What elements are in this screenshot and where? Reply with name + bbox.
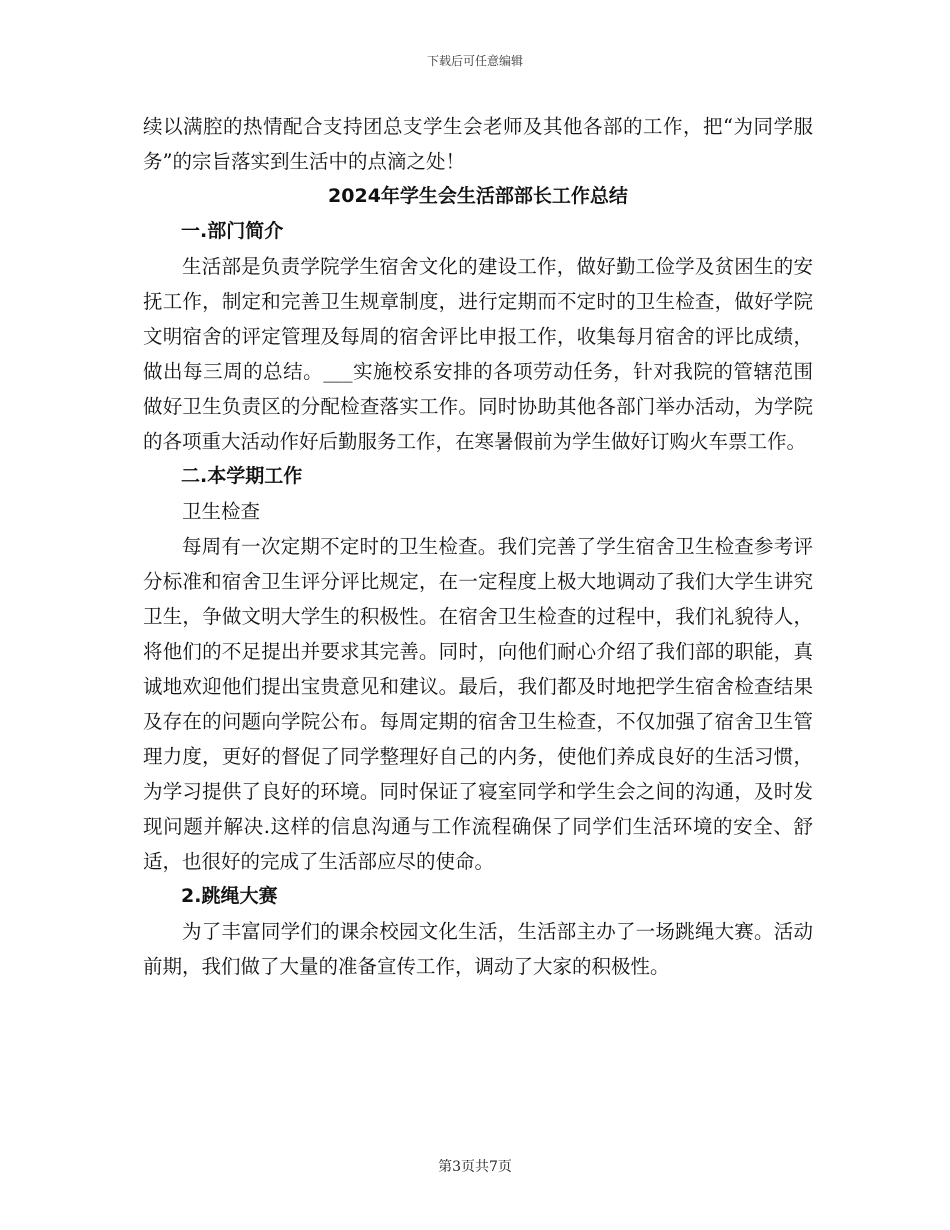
page-footer-number: 第3页共7页 bbox=[438, 1159, 512, 1175]
department-intro-paragraph: 生活部是负责学院学生宿舍文化的建设工作，做好勤工俭学及贫困生的安抚工作，制定和完善卫生规章制度，进行定期而不定时的卫生检查，做好学院文明宿舍的评定管理及每周的宿舍评比申报工作，收集每月宿舍的评比成绩，做出每三周的总结。___实施校系安排的各项劳动任务，针对我院的管辖范围做好卫生负责区的分配检查落实工作。同时协助其他各部门举办活动，为学院的各项重大活动作好后勤服务工作，在寒暑假前为学生做好订购火车票工作。 bbox=[143, 255, 813, 453]
section-heading-department-intro: 一.部门简介 bbox=[181, 220, 284, 242]
rope-skipping-paragraph: 为了丰富同学们的课余校园文化生活，生活部主办了一场跳绳大赛。活动前期，我们做了大量的准备宣传工作，调动了大家的积极性。 bbox=[143, 920, 813, 978]
page-header-note: 下载后可任意编辑 bbox=[426, 54, 523, 68]
subheading-hygiene-inspection: 卫生检查 bbox=[182, 500, 261, 523]
subheading-rope-skipping: 2.跳绳大赛 bbox=[181, 885, 278, 907]
document-title: 2024年学生会生活部部长工作总结 bbox=[328, 185, 628, 207]
section-heading-semester-work: 二.本学期工作 bbox=[181, 465, 303, 487]
continuation-paragraph: 续以满腔的热情配合支持团总支学生会老师及其他各部的工作，把“为同学服务”的宗旨落实到生活中的点滴之处！ bbox=[143, 115, 813, 173]
document-body bbox=[143, 109, 813, 984]
hygiene-inspection-paragraph: 每周有一次定期不定时的卫生检查。我们完善了学生宿舍卫生检查参考评分标准和宿舍卫生评分评比规定，在一定程度上极大地调动了我们大学生讲究卫生，争做文明大学生的积极性。在宿舍卫生检查的过程中，我们礼貌待人，将他们的不足提出并要求其完善。同时，向他们耐心介绍了我们部的职能，真诚地欢迎他们提出宝贵意见和建议。最后，我们都及时地把学生宿舍检查结果及存在的问题向学院公布。每周定期的宿舍卫生检查，不仅加强了宿舍卫生管理力度，更好的督促了同学整理好自己的内务，使他们养成良好的生活习惯，为学习提供了良好的环境。同时保证了寝室同学和学生会之间的沟通，及时发现问题并解决.这样的信息沟通与工作流程确保了同学们生活环境的安全、舒适，也很好的完成了生活部应尽的使命。 bbox=[143, 535, 813, 873]
